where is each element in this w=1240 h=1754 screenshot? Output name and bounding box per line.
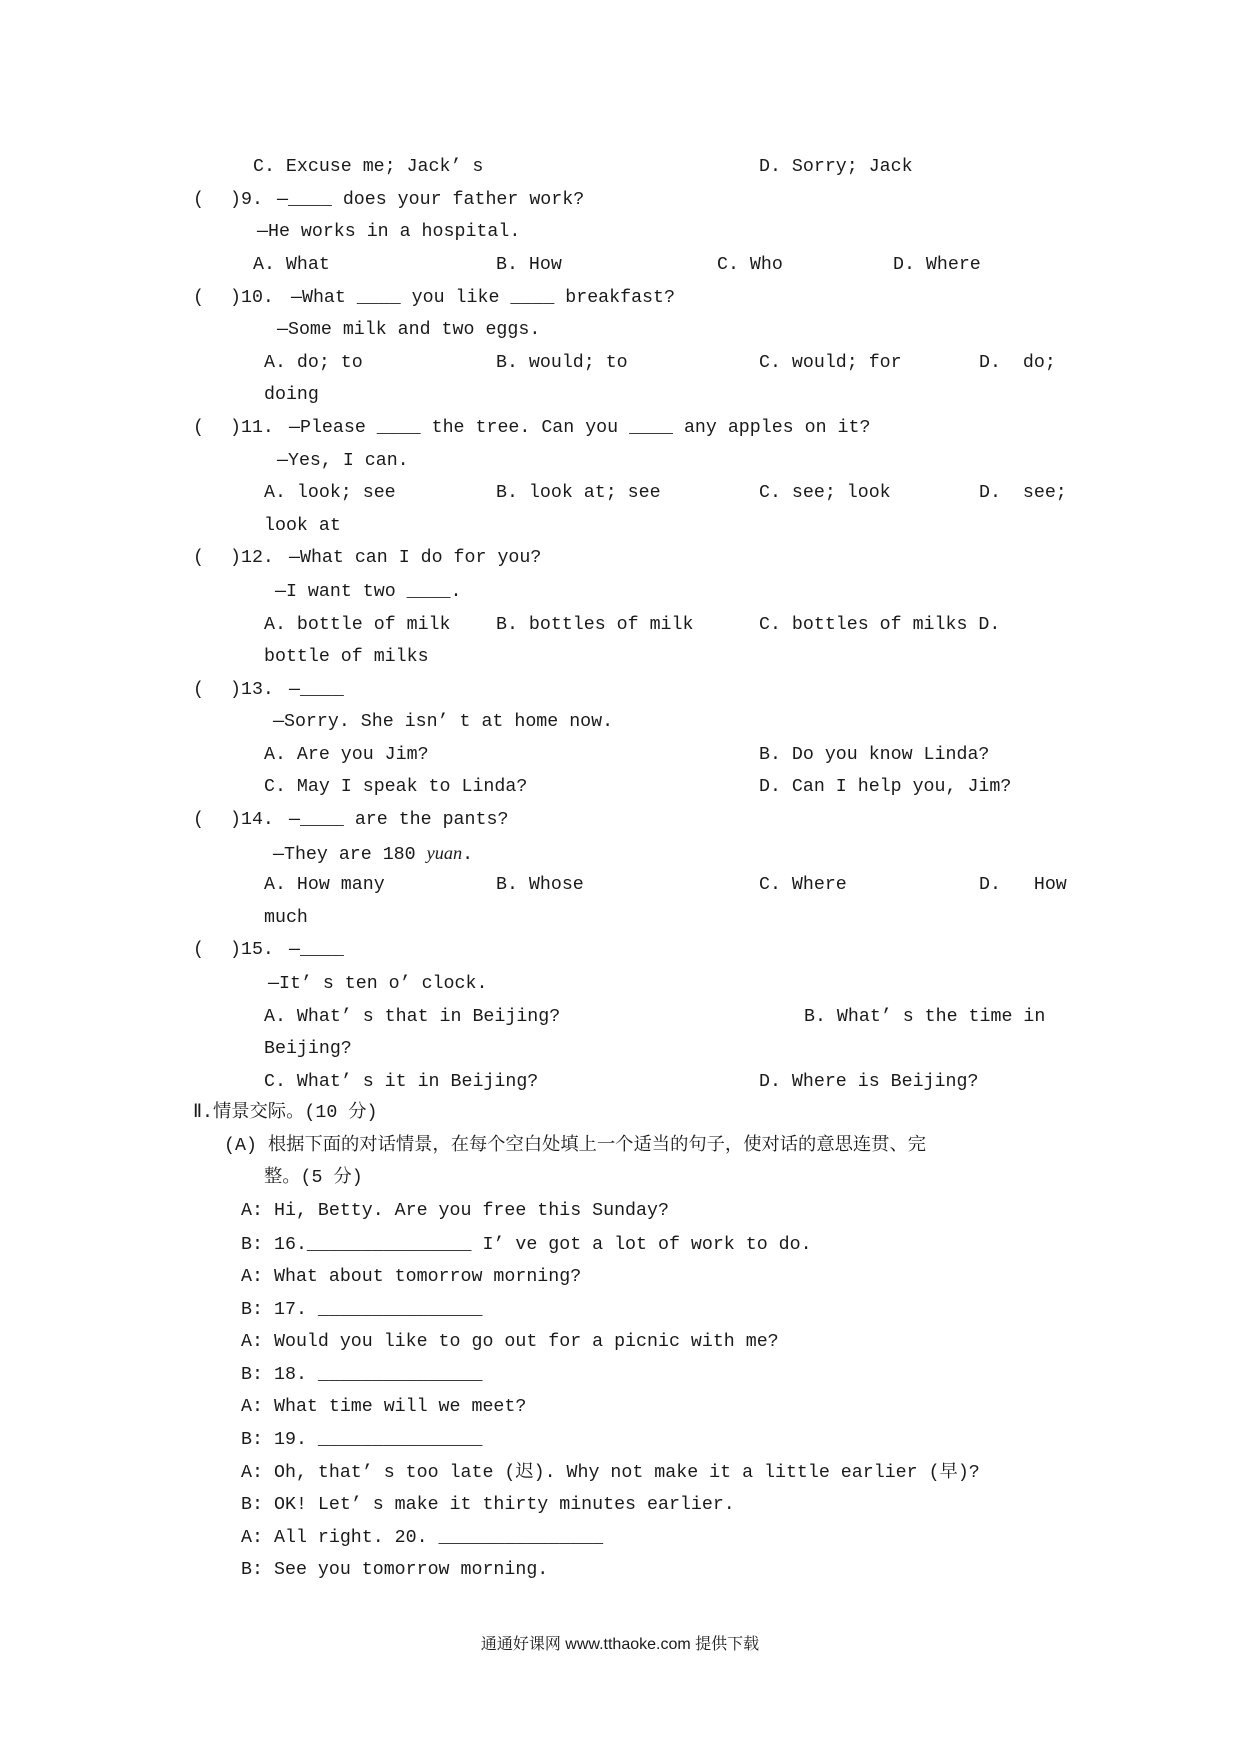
question-prompt: —Please ____ the tree. Can you ____ any apples on it? [289, 418, 871, 438]
question-reply: —Sorry. She isn’ t at home now. [273, 712, 614, 732]
dialogue-speaker: A: [241, 1201, 263, 1221]
answer-paren: ( [193, 940, 204, 960]
question-prompt: —____ are the pants? [289, 810, 509, 830]
option-a: A. What’ s that in Beijing? [264, 1007, 561, 1027]
reply-currency-italic: yuan [426, 843, 463, 863]
dialogue-speaker: A: [241, 1267, 263, 1287]
option-c: C. Where [759, 875, 847, 895]
question-number: )11. [230, 418, 274, 438]
option-a: A. bottle of milk [264, 615, 451, 635]
option-c: C. would; for [759, 353, 902, 373]
option-c: C. Who [717, 255, 783, 275]
dialogue-speaker: B: [241, 1365, 263, 1385]
option-d: D. Where is Beijing? [759, 1072, 979, 1092]
option-b: B. Whose [496, 875, 584, 895]
dialogue-line-blank-18: 18. _______________ [274, 1365, 483, 1385]
option-d: D. Sorry; Jack [759, 157, 913, 177]
question-prompt: —____ does your father work? [277, 190, 585, 210]
option-b: B. What’ s the time in [804, 1007, 1046, 1027]
option-b: B. bottles of milk [496, 615, 694, 635]
section-heading: Ⅱ.情景交际。(10 分) [193, 1103, 378, 1123]
dialogue-speaker: B: [241, 1430, 263, 1450]
question-prompt: —What ____ you like ____ breakfast? [291, 288, 675, 308]
option-d: D. How [979, 875, 1067, 895]
option-a: A. look; see [264, 483, 396, 503]
dialogue-speaker: B: [241, 1560, 263, 1580]
answer-paren: ( [193, 288, 204, 308]
question-number: )10. [230, 288, 274, 308]
dialogue-line-blank-17: 17. _______________ [274, 1300, 483, 1320]
dialogue-line: Oh, that’ s too late (迟). Why not make it a little earlier (早)? [274, 1463, 980, 1483]
question-number: )13. [230, 680, 274, 700]
option-b-continued: Beijing? [264, 1039, 352, 1059]
option-c: C. see; look [759, 483, 891, 503]
option-d: D. Can I help you, Jim? [759, 777, 1012, 797]
reply-period: . [462, 845, 474, 865]
option-a: A. do; to [264, 353, 363, 373]
dialogue-line: OK! Let’ s make it thirty minutes earlier. [274, 1495, 735, 1515]
answer-paren: ( [193, 548, 204, 568]
option-c: C. bottles of milks D. [759, 615, 1001, 635]
option-b: B. Do you know Linda? [759, 745, 990, 765]
option-d-continued: much [264, 908, 308, 928]
option-c: C. What’ s it in Beijing? [264, 1072, 539, 1092]
option-b: B. would; to [496, 353, 628, 373]
option-d: D. do; [979, 353, 1056, 373]
question-number: )12. [230, 548, 274, 568]
answer-paren: ( [193, 190, 204, 210]
answer-paren: ( [193, 418, 204, 438]
dialogue-speaker: A: [241, 1463, 263, 1483]
question-number: )15. [230, 940, 274, 960]
option-a: A. Are you Jim? [264, 745, 429, 765]
dialogue-line: What time will we meet? [274, 1397, 527, 1417]
dialogue-line-blank-20: All right. 20. _______________ [274, 1528, 604, 1548]
option-d: D. see; [979, 483, 1067, 503]
option-d-continued: bottle of milks [264, 647, 429, 667]
question-prompt: —What can I do for you? [289, 548, 542, 568]
dialogue-line: See you tomorrow morning. [274, 1560, 549, 1580]
question-number: )9. [230, 190, 263, 210]
dialogue-speaker: B: [241, 1300, 263, 1320]
question-reply: —Yes, I can. [277, 451, 409, 471]
question-reply: —He works in a hospital. [257, 222, 521, 242]
option-a: A. How many [264, 875, 385, 895]
option-a: A. What [253, 255, 330, 275]
option-b: B. look at; see [496, 483, 661, 503]
dialogue-line-blank-16: 16._______________ I’ ve got a lot of work to do. [274, 1235, 812, 1255]
dialogue-line: Would you like to go out for a picnic with me? [274, 1332, 779, 1352]
question-reply [273, 841, 473, 865]
option-d-continued: doing [264, 385, 319, 405]
dialogue-speaker: A: [241, 1397, 263, 1417]
question-prompt: —____ [289, 680, 344, 700]
dialogue-speaker: B: [241, 1495, 263, 1515]
dialogue-speaker: A: [241, 1332, 263, 1352]
dialogue-line-blank-19: 19. _______________ [274, 1430, 483, 1450]
question-reply: —I want two ____. [275, 582, 462, 602]
option-d: D. Where [893, 255, 981, 275]
option-c: C. Excuse me; Jack’ s [253, 157, 484, 177]
option-d-continued: look at [264, 516, 341, 536]
question-prompt: —____ [289, 940, 344, 960]
answer-paren: ( [193, 810, 204, 830]
answer-paren: ( [193, 680, 204, 700]
option-b: B. How [496, 255, 562, 275]
dialogue-line: Hi, Betty. Are you free this Sunday? [274, 1201, 669, 1221]
part-a-instruction-continued: 整。(5 分) [264, 1168, 363, 1188]
dialogue-speaker: A: [241, 1528, 263, 1548]
dialogue-speaker: B: [241, 1235, 263, 1255]
question-reply: —Some milk and two eggs. [277, 320, 541, 340]
page-footer: 通通好课网 www.tthaoke.com 提供下载 [480, 1636, 760, 1653]
reply-text: —They are 180 [273, 845, 427, 865]
dialogue-line: What about tomorrow morning? [274, 1267, 582, 1287]
part-a-instruction: (A) 根据下面的对话情景，在每个空白处填上一个适当的句子，使对话的意思连贯、完 [224, 1136, 927, 1156]
question-reply: —It’ s ten o’ clock. [268, 974, 488, 994]
question-number: )14. [230, 810, 274, 830]
option-c: C. May I speak to Linda? [264, 777, 528, 797]
